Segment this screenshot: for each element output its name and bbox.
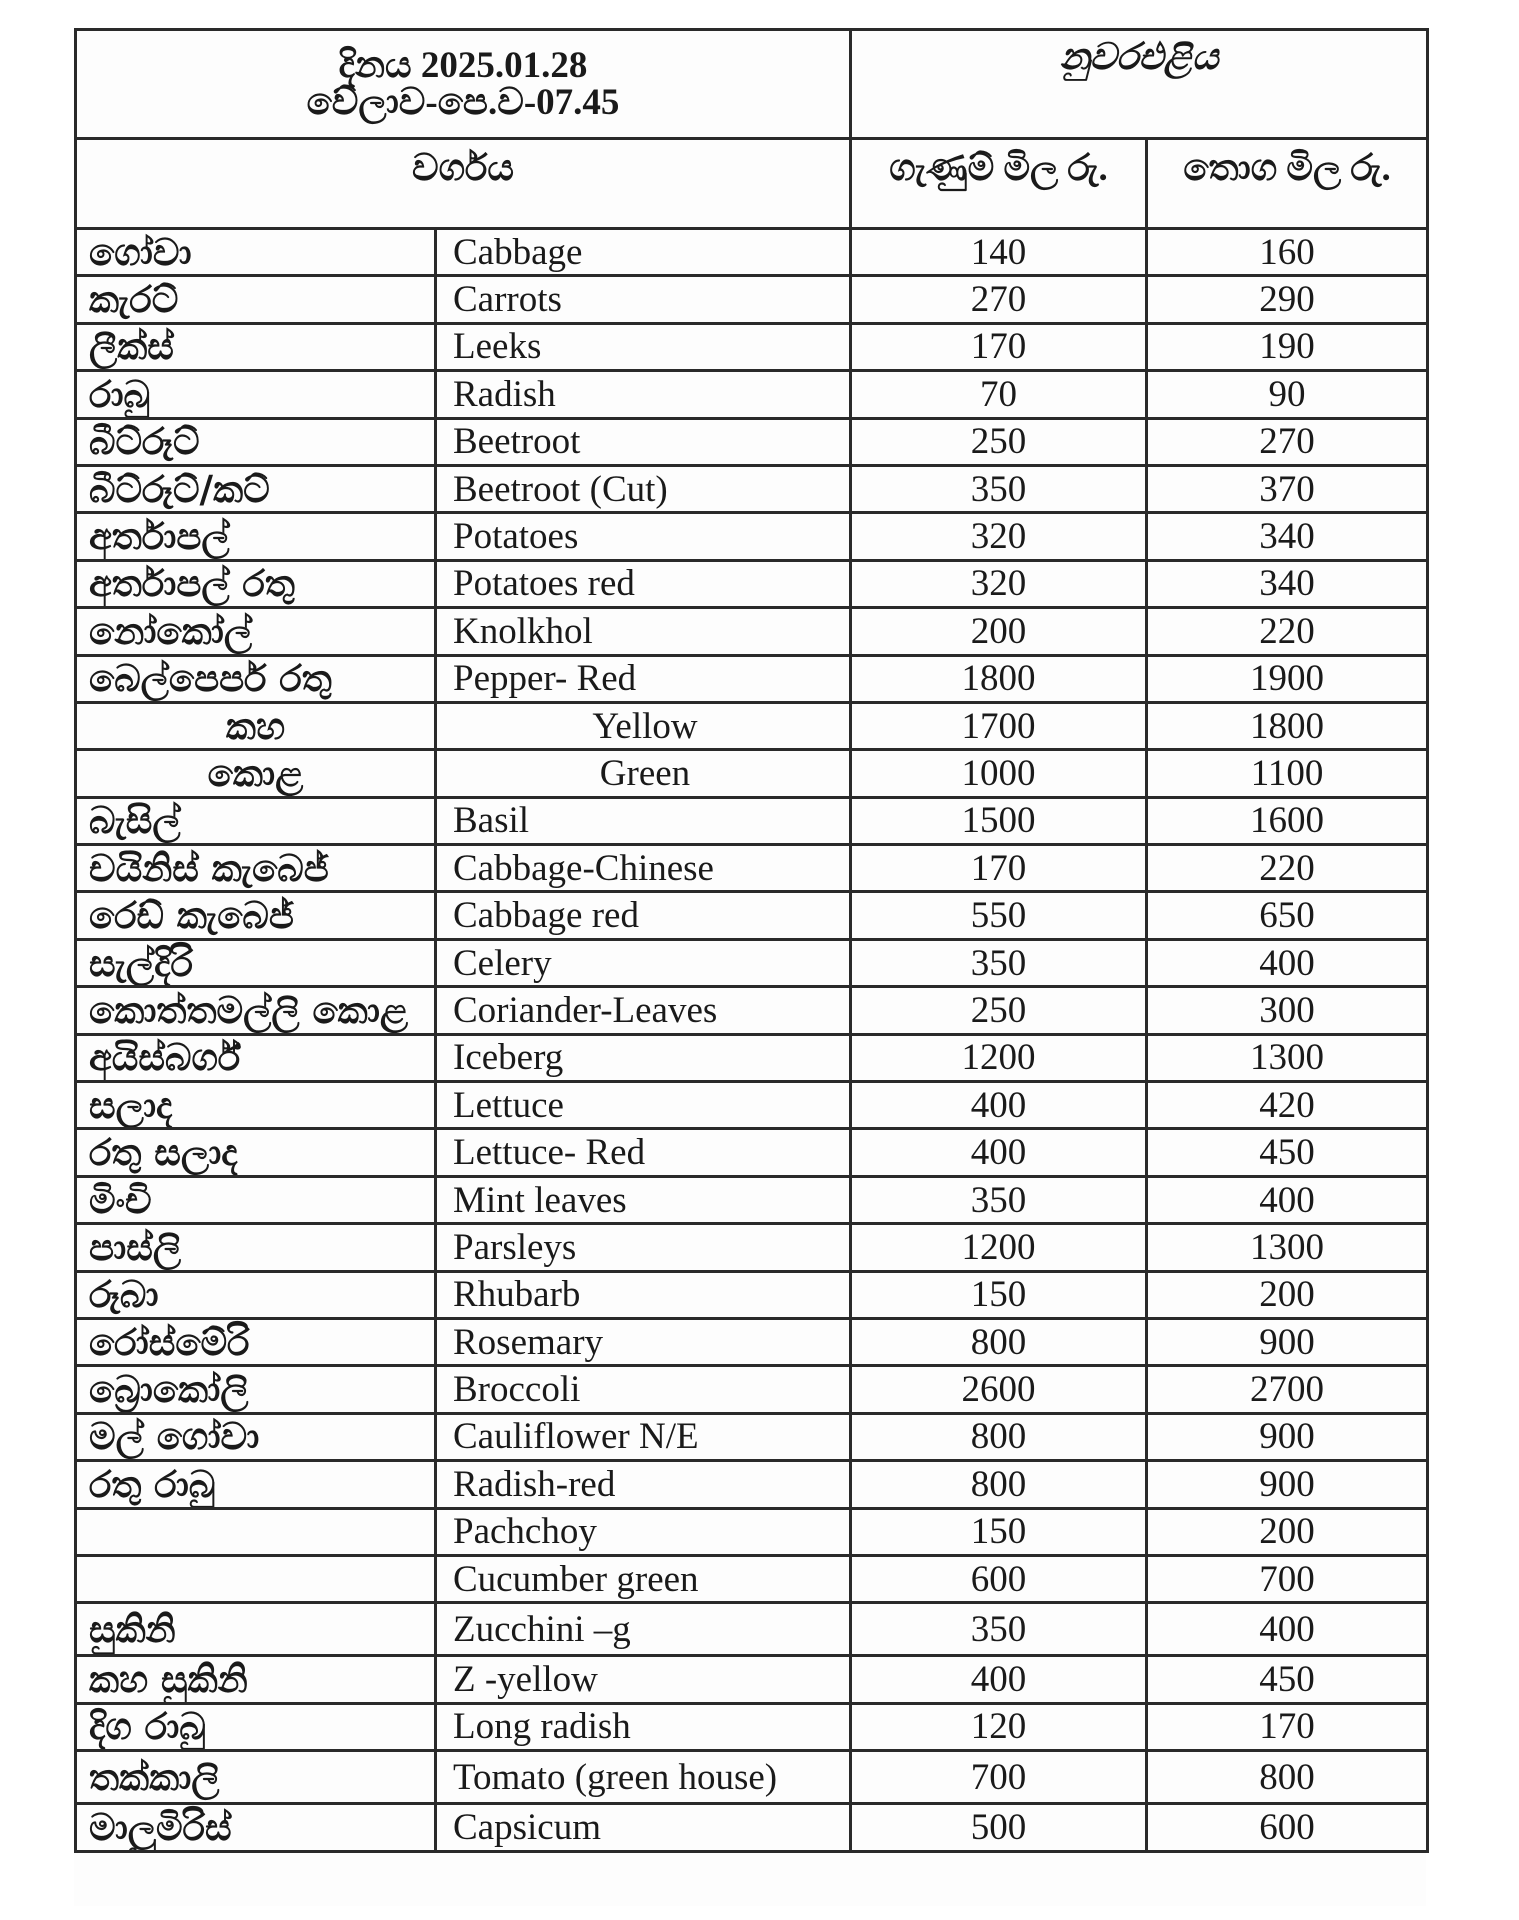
wholesale-price-cell: 350	[851, 1176, 1147, 1223]
sinhala-name-cell: දිග රාබු	[76, 1703, 436, 1750]
sinhala-name-cell: රෝස්මේරි	[76, 1318, 436, 1365]
english-name-cell: Carrots	[436, 276, 851, 323]
retail-price-cell: 400	[1147, 1176, 1428, 1223]
table-row	[76, 560, 1428, 607]
table-row	[76, 608, 1428, 655]
sinhala-name-cell: රූබා	[76, 1271, 436, 1318]
table-row	[76, 371, 1428, 418]
english-name-cell: Cabbage-Chinese	[436, 845, 851, 892]
wholesale-price-cell: 120	[851, 1703, 1147, 1750]
retail-price-cell: 90	[1147, 371, 1428, 418]
sinhala-name-cell: රාබු	[76, 371, 436, 418]
wholesale-price-cell: 800	[851, 1318, 1147, 1365]
english-name-cell: Parsleys	[436, 1224, 851, 1271]
sinhala-name-cell: බ්‍රොකෝලි	[76, 1366, 436, 1413]
english-name-cell: Tomato (green house)	[436, 1751, 851, 1804]
wholesale-price-cell: 1500	[851, 797, 1147, 844]
wholesale-price-cell: 350	[851, 1603, 1147, 1656]
wholesale-price-cell: 700	[851, 1751, 1147, 1804]
sinhala-name-cell: කොළ	[76, 750, 436, 797]
wholesale-price-cell: 800	[851, 1461, 1147, 1508]
english-name-cell: Radish	[436, 371, 851, 418]
header-row-date	[76, 30, 1428, 139]
sinhala-name-cell: බෙල්පෙපර් රතු	[76, 655, 436, 702]
english-name-cell: Radish-red	[436, 1461, 851, 1508]
wholesale-price-cell: 270	[851, 276, 1147, 323]
retail-price-cell: 200	[1147, 1271, 1428, 1318]
english-name-cell: Z -yellow	[436, 1656, 851, 1703]
sinhala-name-cell: කහ	[76, 702, 436, 749]
retail-price-cell: 1800	[1147, 702, 1428, 749]
table-row	[76, 1461, 1428, 1508]
wholesale-price-cell: 250	[851, 987, 1147, 1034]
english-name-cell: Knolkhol	[436, 608, 851, 655]
wholesale-price-cell: 350	[851, 939, 1147, 986]
sinhala-name-cell: මල් ගෝවා	[76, 1413, 436, 1460]
table-row	[76, 1224, 1428, 1271]
table-row	[76, 1034, 1428, 1081]
sinhala-name-cell: අර්තාපල්	[76, 513, 436, 560]
wholesale-price-cell: 400	[851, 1656, 1147, 1703]
sinhala-name-cell: රතු රාබු	[76, 1461, 436, 1508]
retail-price-cell: 2700	[1147, 1366, 1428, 1413]
english-name-cell: Long radish	[436, 1703, 851, 1750]
english-name-cell: Rosemary	[436, 1318, 851, 1365]
retail-price-cell: 1300	[1147, 1034, 1428, 1081]
table-row	[76, 655, 1428, 702]
retail-price-cell: 1600	[1147, 797, 1428, 844]
sinhala-name-cell: නෝකෝල්	[76, 608, 436, 655]
table-row	[76, 418, 1428, 465]
table-row	[76, 750, 1428, 797]
table-row	[76, 797, 1428, 844]
table-row	[76, 1129, 1428, 1176]
retail-price-cell: 800	[1147, 1751, 1428, 1804]
english-name-cell: Cucumber green	[436, 1555, 851, 1602]
sinhala-name-cell: බීට්රූට්	[76, 418, 436, 465]
table-row	[76, 1318, 1428, 1365]
wholesale-price-cell: 550	[851, 892, 1147, 939]
retail-price-cell: 220	[1147, 608, 1428, 655]
english-name-cell: Leeks	[436, 323, 851, 370]
english-name-cell: Mint leaves	[436, 1176, 851, 1223]
retail-price-cell: 190	[1147, 323, 1428, 370]
sinhala-name-cell: තක්කාලි	[76, 1751, 436, 1804]
sinhala-name-cell: සුකිනි	[76, 1603, 436, 1656]
english-name-cell: Iceberg	[436, 1034, 851, 1081]
retail-price-cell: 900	[1147, 1461, 1428, 1508]
sinhala-name-cell: කහ සුකිනි	[76, 1656, 436, 1703]
wholesale-price-cell: 320	[851, 513, 1147, 560]
wholesale-price-cell: 1000	[851, 750, 1147, 797]
table-row	[76, 1703, 1428, 1750]
retail-price-cell: 370	[1147, 465, 1428, 512]
retail-price-cell: 450	[1147, 1656, 1428, 1703]
table-row	[76, 1555, 1428, 1602]
table-row	[76, 1366, 1428, 1413]
retail-price-cell: 200	[1147, 1508, 1428, 1555]
sinhala-name-cell: පාස්ලි	[76, 1224, 436, 1271]
sinhala-name-cell: රතු සලාද	[76, 1129, 436, 1176]
price-sheet	[74, 28, 1426, 1906]
sinhala-name-cell: සලාද	[76, 1082, 436, 1129]
sinhala-name-cell: කොත්තමල්ලි කොළ	[76, 987, 436, 1034]
wholesale-price-cell: 1200	[851, 1034, 1147, 1081]
retail-price-cell: 1900	[1147, 655, 1428, 702]
english-name-cell: Pepper- Red	[436, 655, 851, 702]
wholesale-price-cell: 350	[851, 465, 1147, 512]
english-name-cell: Rhubarb	[436, 1271, 851, 1318]
wholesale-price-cell: 1800	[851, 655, 1147, 702]
wholesale-price-cell: 170	[851, 845, 1147, 892]
sinhala-name-cell	[76, 1555, 436, 1602]
retail-price-cell: 450	[1147, 1129, 1428, 1176]
wholesale-price-cell: 320	[851, 560, 1147, 607]
time-label: වේලාව-පෙ.ව-07.45	[306, 82, 620, 123]
wholesale-price-cell: 140	[851, 229, 1147, 276]
table-row	[76, 1751, 1428, 1804]
english-name-cell: Cabbage	[436, 229, 851, 276]
table-row	[76, 276, 1428, 323]
retail-price-cell: 700	[1147, 1555, 1428, 1602]
table-row	[76, 987, 1428, 1034]
sinhala-name-cell: අර්තාපල් රතු	[76, 560, 436, 607]
table-row	[76, 892, 1428, 939]
table-row	[76, 939, 1428, 986]
english-name-cell: Basil	[436, 797, 851, 844]
retail-price-cell: 300	[1147, 987, 1428, 1034]
date-label: දිනය 2025.01.28	[338, 45, 588, 86]
table-row	[76, 845, 1428, 892]
sinhala-name-cell: බැසිල්	[76, 797, 436, 844]
english-name-cell: Beetroot (Cut)	[436, 465, 851, 512]
retail-price-cell: 160	[1147, 229, 1428, 276]
wholesale-price-cell: 500	[851, 1804, 1147, 1851]
wholesale-price-cell: 2600	[851, 1366, 1147, 1413]
retail-price-cell: 340	[1147, 513, 1428, 560]
english-name-cell: Cabbage red	[436, 892, 851, 939]
wholesale-price-cell: 1700	[851, 702, 1147, 749]
retail-price-cell: 650	[1147, 892, 1428, 939]
english-name-cell: Green	[436, 750, 851, 797]
sinhala-name-cell: චයිනිස් කැබෙජ්	[76, 845, 436, 892]
table-row	[76, 1413, 1428, 1460]
table-row	[76, 1082, 1428, 1129]
english-name-cell: Beetroot	[436, 418, 851, 465]
sinhala-name-cell: ගෝවා	[76, 229, 436, 276]
sinhala-name-cell: මිංචි	[76, 1176, 436, 1223]
table-row	[76, 1603, 1428, 1656]
table-row	[76, 1508, 1428, 1555]
sinhala-name-cell: අයිස්බර්ග්	[76, 1034, 436, 1081]
english-name-cell: Potatoes red	[436, 560, 851, 607]
wholesale-price-cell: 400	[851, 1129, 1147, 1176]
sinhala-name-cell: රෙඩ් කැබෙජ්	[76, 892, 436, 939]
date-time-cell	[76, 30, 851, 139]
market-name: නුවරඑළිය	[851, 30, 1428, 139]
retail-price-cell: 1300	[1147, 1224, 1428, 1271]
english-name-cell: Lettuce- Red	[436, 1129, 851, 1176]
wholesale-price-column-header: ගැණුම් මිල රු.	[851, 139, 1147, 229]
wholesale-price-cell: 800	[851, 1413, 1147, 1460]
english-name-cell: Potatoes	[436, 513, 851, 560]
retail-price-cell: 420	[1147, 1082, 1428, 1129]
sinhala-name-cell: ලීක්ස්	[76, 323, 436, 370]
retail-price-cell: 220	[1147, 845, 1428, 892]
sinhala-name-cell: සැල්දිරි	[76, 939, 436, 986]
retail-price-cell: 600	[1147, 1804, 1428, 1851]
wholesale-price-cell: 1200	[851, 1224, 1147, 1271]
sinhala-name-cell: මාලුමිරිස්	[76, 1804, 436, 1851]
table-row	[76, 1656, 1428, 1703]
wholesale-price-cell: 250	[851, 418, 1147, 465]
english-name-cell: Coriander-Leaves	[436, 987, 851, 1034]
english-name-cell: Capsicum	[436, 1804, 851, 1851]
retail-price-cell: 900	[1147, 1318, 1428, 1365]
wholesale-price-cell: 150	[851, 1508, 1147, 1555]
variety-column-header: වර්ගය	[76, 139, 851, 229]
wholesale-price-cell: 150	[851, 1271, 1147, 1318]
retail-price-cell: 290	[1147, 276, 1428, 323]
table-row	[76, 702, 1428, 749]
table-row	[76, 229, 1428, 276]
english-name-cell: Yellow	[436, 702, 851, 749]
retail-price-cell: 400	[1147, 939, 1428, 986]
english-name-cell: Celery	[436, 939, 851, 986]
sinhala-name-cell	[76, 1508, 436, 1555]
english-name-cell: Zucchini –g	[436, 1603, 851, 1656]
retail-price-column-header: තොග මිල රු.	[1147, 139, 1428, 229]
retail-price-cell: 340	[1147, 560, 1428, 607]
table-row	[76, 1804, 1428, 1851]
wholesale-price-cell: 600	[851, 1555, 1147, 1602]
sinhala-name-cell: කැරට්	[76, 276, 436, 323]
wholesale-price-cell: 170	[851, 323, 1147, 370]
table-row	[76, 1271, 1428, 1318]
english-name-cell: Cauliflower N/E	[436, 1413, 851, 1460]
wholesale-price-cell: 400	[851, 1082, 1147, 1129]
table-row	[76, 1176, 1428, 1223]
retail-price-cell: 400	[1147, 1603, 1428, 1656]
header-row-columns	[76, 139, 1428, 229]
english-name-cell: Lettuce	[436, 1082, 851, 1129]
english-name-cell: Broccoli	[436, 1366, 851, 1413]
retail-price-cell: 270	[1147, 418, 1428, 465]
retail-price-cell: 1100	[1147, 750, 1428, 797]
table-row	[76, 513, 1428, 560]
table-row	[76, 323, 1428, 370]
english-name-cell: Pachchoy	[436, 1508, 851, 1555]
sinhala-name-cell: බීට්රූට්/කට්	[76, 465, 436, 512]
price-table	[74, 28, 1429, 1853]
wholesale-price-cell: 200	[851, 608, 1147, 655]
retail-price-cell: 900	[1147, 1413, 1428, 1460]
table-row	[76, 465, 1428, 512]
retail-price-cell: 170	[1147, 1703, 1428, 1750]
wholesale-price-cell: 70	[851, 371, 1147, 418]
